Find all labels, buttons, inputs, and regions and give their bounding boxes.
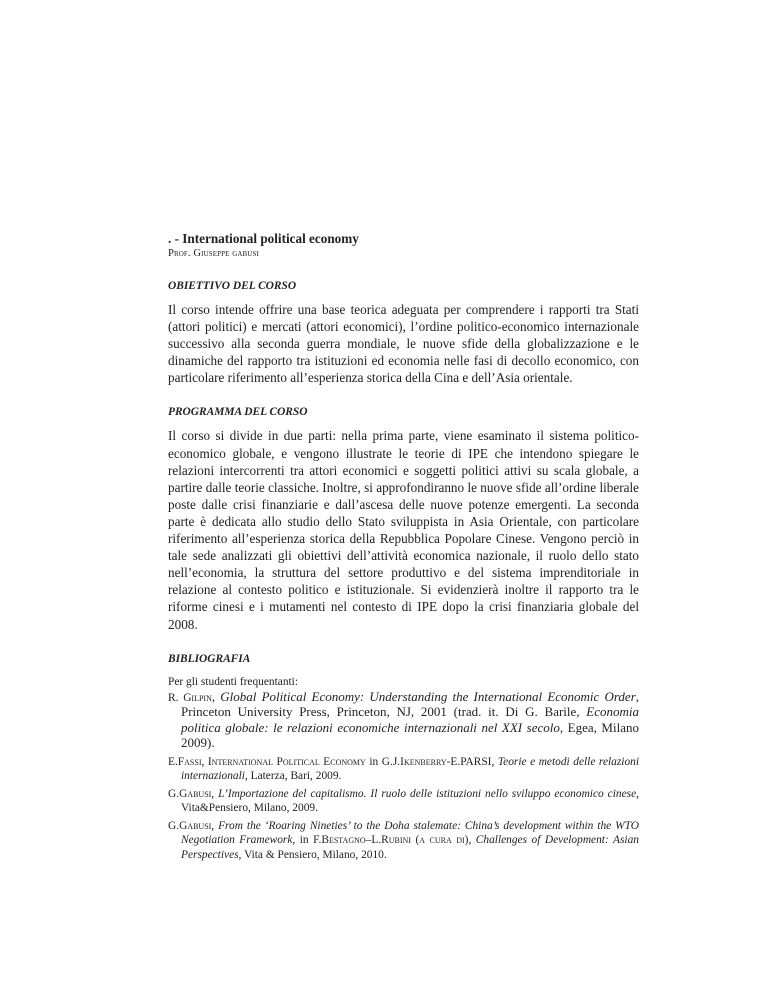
bib-in: in [295, 834, 314, 847]
bib-publisher: Vita & Pensiero, Milano, 2010. [241, 848, 387, 861]
bib-publisher: Laterza, Bari, 2009. [247, 770, 342, 783]
bib-author: G.Gabusi, [168, 819, 215, 832]
bibliography-heading: BIBLIOGRAFIA [168, 652, 251, 665]
bib-title: Teorie e metodi delle relazioni internazionali, [181, 755, 640, 783]
bibliography-intro: Per gli studenti frequentanti: [168, 675, 299, 688]
bib-editors: F.Bestagno–L.Rubini (a cura di), [313, 834, 472, 847]
program-heading: PROGRAMMA DEL CORSO [168, 406, 308, 419]
course-title: . - International political economy [168, 231, 359, 246]
bib-publisher: , Princeton University Press, Princeton, NJ, 2001 (trad. it. Di G. Barile, [181, 688, 640, 720]
bib-translation-title: Economia politica globale: le relazioni economiche internazionali nel XXI secolo [181, 704, 639, 735]
bibliography-item [168, 755, 639, 784]
objective-text: Il corso intende offrire una base teorica adeguata per comprendere i rapporti tra Stati (attori politici) e mercati (attori economici), l’ordine politico-economico internazionale successivo alla seconda guerra mondiale, le nuove sfide della globalizzazione e le dinamiche del rapporto tra istituzioni ed economia nelle fasi di decollo economico, con particolare riferimento all’esperienza storica della Cina e dell’Asia orientale. [168, 302, 639, 386]
program-text: Il corso si divide in due parti: nella prima parte, viene esaminato il sistema politico-economico globale, e vengono illustrate le teorie di IPE che intendono spiegare le relazioni intercorrenti tra attori economici e soggetti politici attivi su scala globale, a partire dalle teorie classiche. Inoltre, si approfondiranno le nuove sfide all’ordine liberale poste dalle crisi finanziarie e dall’ascesa delle nuove potenze emergenti. La seconda parte è dedicata allo studio dello Stato sviluppista in Asia Orientale, con particolare riferimento all’esperienza storica della Repubblica Popolare Cinese. Vengono perciò in tale sede analizzati gli obiettivi dell’attività economica nazionale, il ruolo dello stato nell’economia, la struttura del settore produttivo e del sistema imprenditoriale in relazione al contesto politico e istituzionale. Si evidenzierà inoltre il rapporto tra le riforme cinesi e i mutamenti nel contesto di IPE dopo la crisi finanziaria globale del 2008. [168, 428, 639, 632]
bib-publisher: Vita&Pensiero, Milano, 2009. [181, 802, 318, 815]
bib-in: in [365, 755, 382, 768]
bib-title: From the ‘Roaring Nineties’ to the Doha stalemate: China’s development within the WTO Negotiation Framework, [181, 819, 639, 847]
bib-separator: , [211, 688, 221, 704]
bib-author: G.Gabusi, [168, 787, 215, 800]
bib-author: E.Fassi, International Political Economy [168, 755, 366, 768]
bib-book-title: Challenges of Development: Asian Perspectives, [181, 834, 639, 861]
bib-title: L’Importazione del capitalismo. Il ruolo delle istituzioni nello sviluppo economico cinese, [214, 787, 639, 800]
objective-heading: OBIETTIVO DEL CORSO [168, 280, 297, 292]
bib-editors: G.J.Ikenberry-E.PARSI, [381, 755, 495, 768]
bibliography-item [168, 787, 639, 816]
bibliography-item [168, 819, 639, 863]
bib-title: Global Political Economy: Understanding the International Economic Order [220, 688, 636, 704]
document-page [168, 231, 639, 862]
bib-translation-publisher: , Egea, Milano 2009). [181, 719, 639, 751]
professor-name: Prof. Giuseppe gabusi [168, 248, 259, 259]
bib-author: R. Gilpin [168, 691, 212, 704]
bibliography-item [168, 690, 639, 752]
